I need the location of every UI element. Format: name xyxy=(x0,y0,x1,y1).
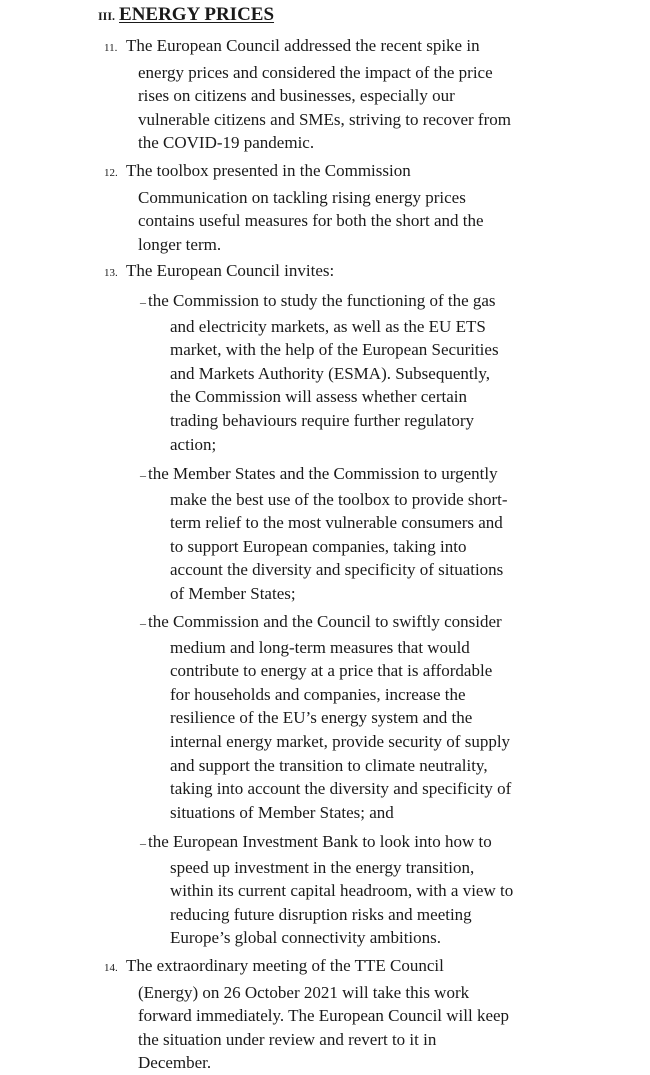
bullet-line: situations of Member States; and xyxy=(170,802,394,822)
bullet-line: for households and companies, increase the xyxy=(170,684,466,704)
bullet-item xyxy=(140,610,640,824)
paragraph-line: The European Council invites: xyxy=(126,261,335,280)
paragraph-number: 14. xyxy=(104,962,118,974)
paragraph-line: The extraordinary meeting of the TTE Council xyxy=(126,956,444,975)
bullet-dash: – xyxy=(140,836,146,850)
bullet-line: and support the transition to climate neutrality, xyxy=(170,755,488,775)
bullet-line: to support European companies, taking into xyxy=(170,536,467,556)
bullet-line: and Markets Authority (ESMA). Subsequently, xyxy=(170,363,490,383)
bullet-line: action; xyxy=(170,434,217,454)
bullet-line: make the best use of the toolbox to provide short- xyxy=(170,489,508,509)
bullet-item xyxy=(140,462,640,606)
bullet-line: Europe’s global connectivity ambitions. xyxy=(170,928,442,948)
section-title: ENERGY PRICES xyxy=(119,4,275,25)
bullet-line: term relief to the most vulnerable consumers and xyxy=(170,513,503,533)
bullet-line: reducing future disruption risks and meeting xyxy=(170,904,472,924)
bullet-line: the Commission will assess whether certain xyxy=(170,387,467,407)
bullet-line: taking into account the diversity and specificity of xyxy=(170,779,512,799)
section-heading xyxy=(98,4,274,27)
bullet-item xyxy=(140,830,640,950)
bullet-line: internal energy market, provide security of supply xyxy=(170,731,511,751)
paragraph-line: rises on citizens and businesses, especially our xyxy=(138,86,455,106)
paragraph-number: 12. xyxy=(104,167,118,179)
paragraph-line: forward immediately. The European Council will keep xyxy=(138,1006,510,1026)
paragraph-line: contains useful measures for both the short and the xyxy=(138,211,484,231)
section-number: III. xyxy=(98,9,116,23)
bullet-line: the Commission to study the functioning of the gas xyxy=(148,291,496,310)
paragraph-line: the COVID-19 pandemic. xyxy=(138,133,315,153)
bullet-dash: – xyxy=(140,295,146,309)
paragraph-line: energy prices and considered the impact of the price xyxy=(138,62,493,82)
bullet-line: speed up investment in the energy transition, xyxy=(170,857,475,877)
bullet-item xyxy=(140,289,640,456)
bullet-line: trading behaviours require further regulatory xyxy=(170,410,474,430)
bullet-dash: – xyxy=(140,616,146,630)
paragraph-number: 11. xyxy=(104,42,118,54)
paragraph-line: (Energy) on 26 October 2021 will take this work xyxy=(138,982,470,1002)
bullet-line: market, with the help of the European Securities xyxy=(170,340,499,360)
bullet-line: of Member States; xyxy=(170,583,296,603)
bullet-line: and electricity markets, as well as the EU ETS xyxy=(170,316,486,336)
paragraph-12 xyxy=(104,159,644,256)
bullet-line: account the diversity and specificity of situations xyxy=(170,560,504,580)
bullet-line: contribute to energy at a price that is affordable xyxy=(170,661,493,681)
paragraph-line: December. xyxy=(138,1053,212,1073)
bullet-line: the European Investment Bank to look into how to xyxy=(148,832,492,851)
paragraph-line: longer term. xyxy=(138,234,222,254)
bullet-line: within its current capital headroom, with a view to xyxy=(170,881,514,901)
paragraph-line: The toolbox presented in the Commission xyxy=(126,161,411,180)
paragraph-line: vulnerable citizens and SMEs, striving to recover from xyxy=(138,109,511,129)
paragraph-line: The European Council addressed the recent spike in xyxy=(126,36,480,55)
bullet-line: medium and long-term measures that would xyxy=(170,637,470,657)
paragraph-line: the situation under review and revert to it in xyxy=(138,1029,437,1049)
bullet-line: the Member States and the Commission to urgently xyxy=(148,464,498,483)
paragraph-14 xyxy=(104,954,644,1075)
paragraph-11 xyxy=(104,34,644,155)
bullet-line: the Commission and the Council to swiftly consider xyxy=(148,612,502,631)
paragraph-line: Communication on tackling rising energy prices xyxy=(138,187,466,207)
paragraph-number: 13. xyxy=(104,267,118,279)
bullet-dash: – xyxy=(140,468,146,482)
bullet-line: resilience of the EU’s energy system and the xyxy=(170,708,473,728)
paragraph-13 xyxy=(104,259,644,286)
